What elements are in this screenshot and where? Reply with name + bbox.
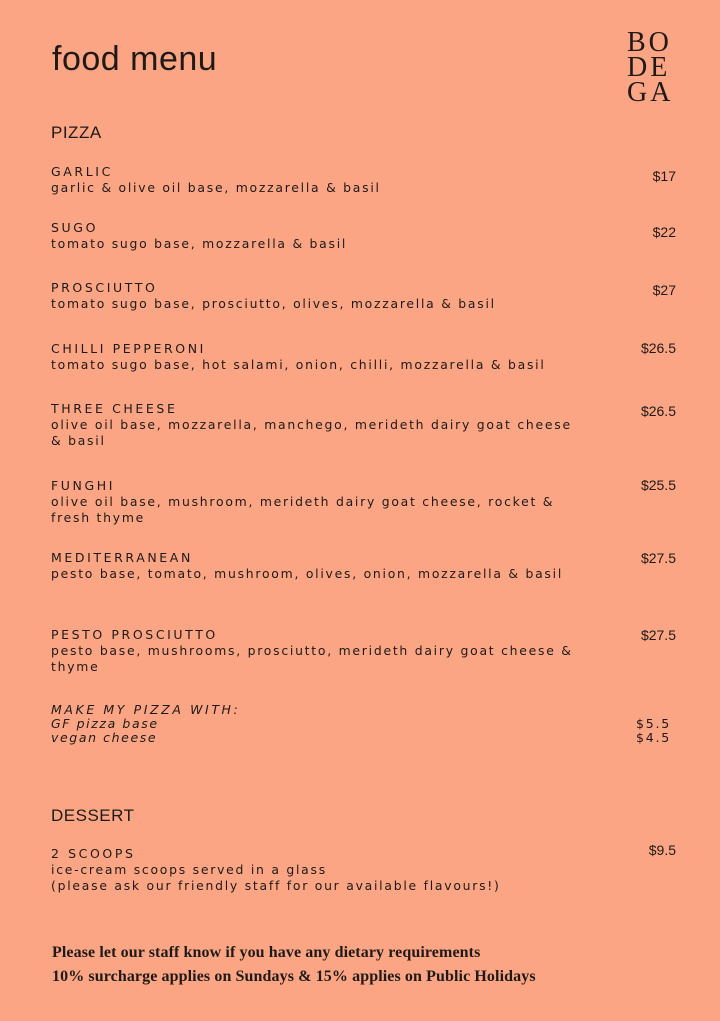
menu-item-chilli-pepperoni — [51, 341, 676, 373]
pizza-extras — [51, 703, 676, 744]
bodega-logo — [627, 27, 679, 108]
footer-notes — [52, 941, 536, 989]
extra-item — [51, 717, 676, 731]
item-description: olive oil base, mozzarella, manchego, merideth dairy goat cheese & basil — [51, 417, 572, 449]
item-description: tomato sugo base, mozzarella & basil — [51, 236, 348, 251]
item-description: (please ask our friendly staff for our available flavours!) — [51, 878, 501, 894]
item-name: 2 SCOOPS — [51, 846, 136, 861]
menu-item-funghi — [51, 478, 676, 527]
item-description: pesto base, mushrooms, prosciutto, merideth dairy goat cheese & thyme — [51, 643, 573, 675]
extra-price: $4.5 — [635, 729, 671, 745]
surcharge-note: 10% surcharge applies on Sundays & 15% applies on Public Holidays — [52, 968, 536, 985]
logo-line: BO — [627, 27, 672, 58]
item-description: pesto base, tomato, mushroom, olives, onion, mozzarella & basil — [51, 566, 564, 581]
menu-item-pesto-prosciutto — [51, 627, 676, 676]
item-price: $27.5 — [640, 550, 676, 566]
extra-name: GF pizza base — [51, 716, 159, 731]
extra-item — [51, 731, 676, 745]
item-description: ice-cream scoops served in a glass — [51, 862, 327, 877]
item-description: garlic & olive oil base, mozzarella & basil — [51, 180, 381, 195]
menu-item-garlic — [51, 164, 676, 196]
item-price: $17 — [652, 168, 676, 184]
menu-item-mediterranean — [51, 550, 676, 582]
menu-item-2-scoops — [51, 842, 676, 895]
menu-item-sugo — [51, 220, 676, 252]
item-price: $26.5 — [640, 340, 676, 356]
extras-title: MAKE MY PIZZA WITH: — [51, 702, 241, 717]
item-price: $25.5 — [640, 477, 676, 493]
item-description: tomato sugo base, hot salami, onion, chilli, mozzarella & basil — [51, 357, 546, 372]
menu-item-prosciutto — [51, 280, 676, 312]
item-name: PROSCIUTTO — [51, 280, 158, 295]
item-description: olive oil base, mushroom, merideth dairy goat cheese, rocket & fresh thyme — [51, 494, 555, 526]
extra-name: vegan cheese — [51, 729, 158, 745]
logo-line: GA — [627, 77, 674, 108]
item-name: PESTO PROSCIUTTO — [51, 627, 218, 642]
item-name: SUGO — [51, 220, 99, 235]
item-price: $22 — [652, 224, 676, 240]
menu-title: food menu — [52, 40, 218, 78]
item-name: MEDITERRANEAN — [51, 550, 193, 565]
logo-line: DE — [627, 52, 671, 83]
item-price: $27.5 — [640, 627, 676, 643]
extra-price: $5.5 — [635, 716, 671, 731]
item-name: GARLIC — [51, 164, 113, 179]
item-price: $9.5 — [648, 842, 676, 858]
item-description: tomato sugo base, prosciutto, olives, mozzarella & basil — [51, 296, 496, 311]
item-name: THREE CHEESE — [51, 401, 178, 416]
item-price: $27 — [652, 282, 676, 298]
pizza-section-title: PIZZA — [51, 123, 102, 142]
menu-item-three-cheese — [51, 401, 676, 450]
dietary-note: Please let our staff know if you have any dietary requirements — [52, 944, 481, 961]
item-price: $26.5 — [640, 403, 676, 419]
dessert-section-title: DESSERT — [51, 806, 135, 825]
item-name: CHILLI PEPPERONI — [51, 341, 206, 356]
item-name: FUNGHI — [51, 478, 116, 493]
